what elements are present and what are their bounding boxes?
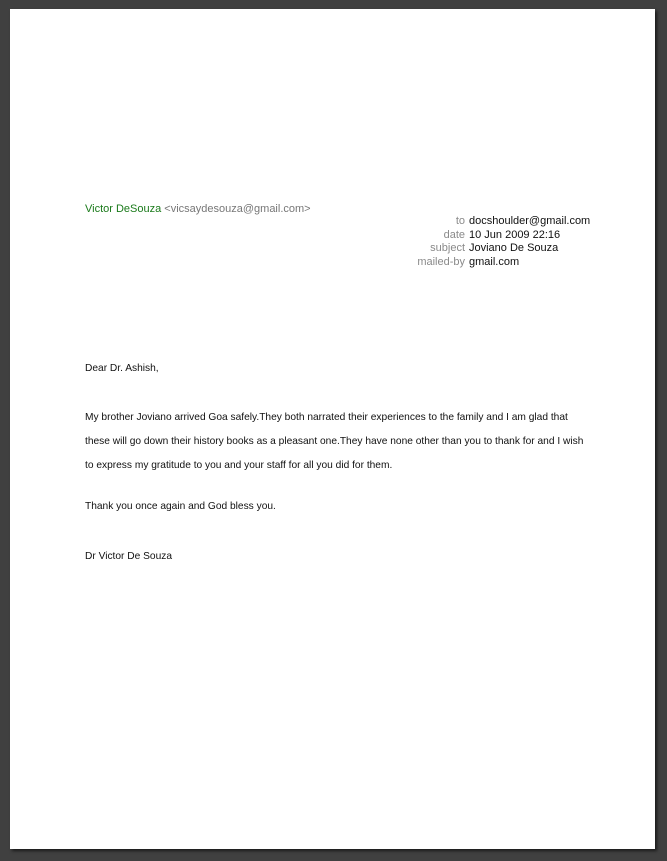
header-label-to: to [455,215,465,227]
sender-email: <vicsaydesouza@gmail.com> [164,203,311,215]
paragraph-line: My brother Joviano arrived Goa safely.They both narrated their experiences to the family and I am glad that [85,412,568,423]
paragraph-line: these will go down their history books as a pleasant one.They have none other than you to thank for and I wish [85,436,584,447]
header-row-subject [360,242,590,256]
document-page [10,9,655,849]
header-row-to [360,215,590,229]
header-row-mailed-by [360,256,590,270]
paragraph-line: to express my gratitude to you and your staff for all you did for them. [85,460,393,471]
header-label-mailed-by: mailed-by [417,255,465,268]
email-sender [85,203,311,215]
email-header-details [360,215,590,269]
header-value-subject: Joviano De Souza [469,242,559,254]
letter-closing: Thank you once again and God bless you. [85,501,276,512]
letter-greeting: Dear Dr. Ashish, [85,363,159,374]
header-row-date [360,229,590,243]
header-value-to: docshoulder@gmail.com [469,215,591,227]
header-label-date: date [443,228,465,241]
letter-paragraph [85,406,590,478]
header-label-subject: subject [430,242,465,254]
header-value-mailed-by: gmail.com [469,255,520,268]
sender-name: Victor DeSouza [85,203,162,215]
letter-signature: Dr Victor De Souza [85,551,173,562]
header-value-date: 10 Jun 2009 22:16 [469,228,561,241]
